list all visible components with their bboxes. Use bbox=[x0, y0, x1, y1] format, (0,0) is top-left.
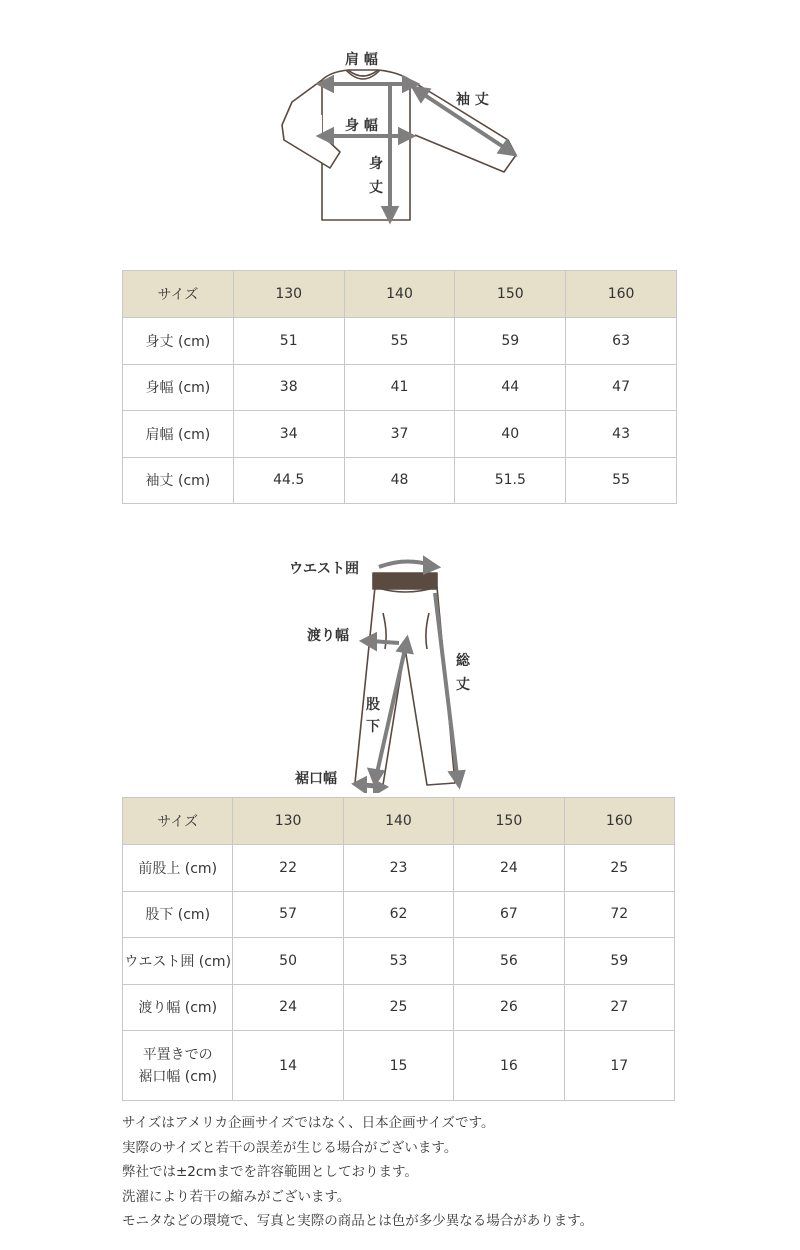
table-cell: 55 bbox=[566, 457, 677, 504]
table-row bbox=[123, 938, 675, 985]
table-cell: 43 bbox=[566, 411, 677, 458]
table-cell: 59 bbox=[564, 938, 674, 985]
row-label: ウエスト囲 (cm) bbox=[123, 938, 233, 985]
table-cell: 44.5 bbox=[233, 457, 344, 504]
note-line: 洗濯により若干の縮みがございます。 bbox=[122, 1188, 351, 1205]
table-cell: 25 bbox=[343, 984, 453, 1031]
table-cell: 24 bbox=[233, 984, 343, 1031]
hem-width-label: 裾口幅 bbox=[295, 771, 337, 787]
table-cell: 14 bbox=[233, 1031, 343, 1101]
sleeve-length-label: 袖 丈 bbox=[456, 92, 489, 108]
pants-measurement-diagram bbox=[285, 553, 485, 793]
table-row bbox=[123, 891, 675, 938]
header-cell-160: 160 bbox=[564, 798, 674, 845]
note-line: モニタなどの環境で、写真と実際の商品とは色が多少異なる場合があります。 bbox=[122, 1213, 594, 1229]
header-cell-140: 140 bbox=[344, 271, 455, 318]
shirt-measurement-diagram bbox=[270, 40, 540, 230]
inseam-label-2: 下 bbox=[366, 719, 380, 735]
header-cell-130: 130 bbox=[233, 271, 344, 318]
waist-label: ウエスト囲 bbox=[289, 561, 359, 577]
header-cell-160: 160 bbox=[566, 271, 677, 318]
row-label: 身丈 (cm) bbox=[123, 318, 234, 365]
thigh-width-label: 渡り幅 bbox=[307, 628, 349, 644]
table-row bbox=[123, 411, 677, 458]
total-length-label-1: 総 bbox=[456, 653, 470, 669]
table-cell: 25 bbox=[564, 845, 674, 892]
header-cell-size: サイズ bbox=[123, 798, 233, 845]
table-cell: 41 bbox=[344, 364, 455, 411]
table-cell: 57 bbox=[233, 891, 343, 938]
total-length-label-2: 丈 bbox=[456, 677, 470, 693]
header-cell-150: 150 bbox=[455, 271, 566, 318]
row-label: 渡り幅 (cm) bbox=[123, 984, 233, 1031]
table-cell: 26 bbox=[454, 984, 564, 1031]
note-line: 実際のサイズと若干の誤差が生じる場合がございます。 bbox=[122, 1139, 458, 1156]
table-cell: 24 bbox=[454, 845, 564, 892]
row-label-line-2: 裾口幅 (cm) bbox=[138, 1068, 218, 1085]
pants-outline bbox=[355, 573, 455, 785]
table-header-row bbox=[123, 271, 677, 318]
table-cell: 50 bbox=[233, 938, 343, 985]
body-length-label-2: 丈 bbox=[369, 180, 383, 196]
table-cell: 72 bbox=[564, 891, 674, 938]
table-cell: 59 bbox=[455, 318, 566, 365]
shoulder-width-label: 肩 幅 bbox=[345, 52, 378, 68]
row-label-line-1: 平置きでの bbox=[142, 1046, 213, 1063]
body-length-label-1: 身 bbox=[369, 156, 383, 172]
header-cell-size: サイズ bbox=[123, 271, 234, 318]
row-label: 肩幅 (cm) bbox=[123, 411, 234, 458]
row-label bbox=[123, 1031, 233, 1101]
row-label: 前股上 (cm) bbox=[123, 845, 233, 892]
table-row bbox=[123, 845, 675, 892]
table-cell: 23 bbox=[343, 845, 453, 892]
table-cell: 62 bbox=[343, 891, 453, 938]
table-cell: 53 bbox=[343, 938, 453, 985]
table-cell: 48 bbox=[344, 457, 455, 504]
table-cell: 27 bbox=[564, 984, 674, 1031]
table-cell: 51.5 bbox=[455, 457, 566, 504]
table-cell: 34 bbox=[233, 411, 344, 458]
table-cell: 51 bbox=[233, 318, 344, 365]
row-label: 袖丈 (cm) bbox=[123, 457, 234, 504]
header-cell-150: 150 bbox=[454, 798, 564, 845]
row-label: 股下 (cm) bbox=[123, 891, 233, 938]
table-header-row bbox=[123, 798, 675, 845]
table-cell: 38 bbox=[233, 364, 344, 411]
table-cell: 67 bbox=[454, 891, 564, 938]
note-line: サイズはアメリカ企画サイズではなく、日本企画サイズです。 bbox=[122, 1115, 495, 1131]
table-cell: 55 bbox=[344, 318, 455, 365]
table-cell: 63 bbox=[566, 318, 677, 365]
chest-width-label: 身 幅 bbox=[345, 118, 378, 134]
table-cell: 17 bbox=[564, 1031, 674, 1101]
table-row bbox=[123, 984, 675, 1031]
table-cell: 16 bbox=[454, 1031, 564, 1101]
header-cell-140: 140 bbox=[343, 798, 453, 845]
table-cell: 22 bbox=[233, 845, 343, 892]
table-cell: 40 bbox=[455, 411, 566, 458]
table-cell: 47 bbox=[566, 364, 677, 411]
header-cell-130: 130 bbox=[233, 798, 343, 845]
inseam-label-1: 股 bbox=[366, 697, 380, 713]
table-cell: 44 bbox=[455, 364, 566, 411]
table-row bbox=[123, 1031, 675, 1101]
top-size-table bbox=[122, 270, 677, 504]
table-row bbox=[123, 318, 677, 365]
size-notes bbox=[122, 1111, 762, 1234]
table-cell: 15 bbox=[343, 1031, 453, 1101]
table-row bbox=[123, 457, 677, 504]
table-cell: 37 bbox=[344, 411, 455, 458]
row-label: 身幅 (cm) bbox=[123, 364, 234, 411]
note-line: 弊社では±2cmまでを許容範囲としております。 bbox=[122, 1164, 418, 1180]
bottom-size-table bbox=[122, 797, 675, 1101]
table-row bbox=[123, 364, 677, 411]
table-cell: 56 bbox=[454, 938, 564, 985]
